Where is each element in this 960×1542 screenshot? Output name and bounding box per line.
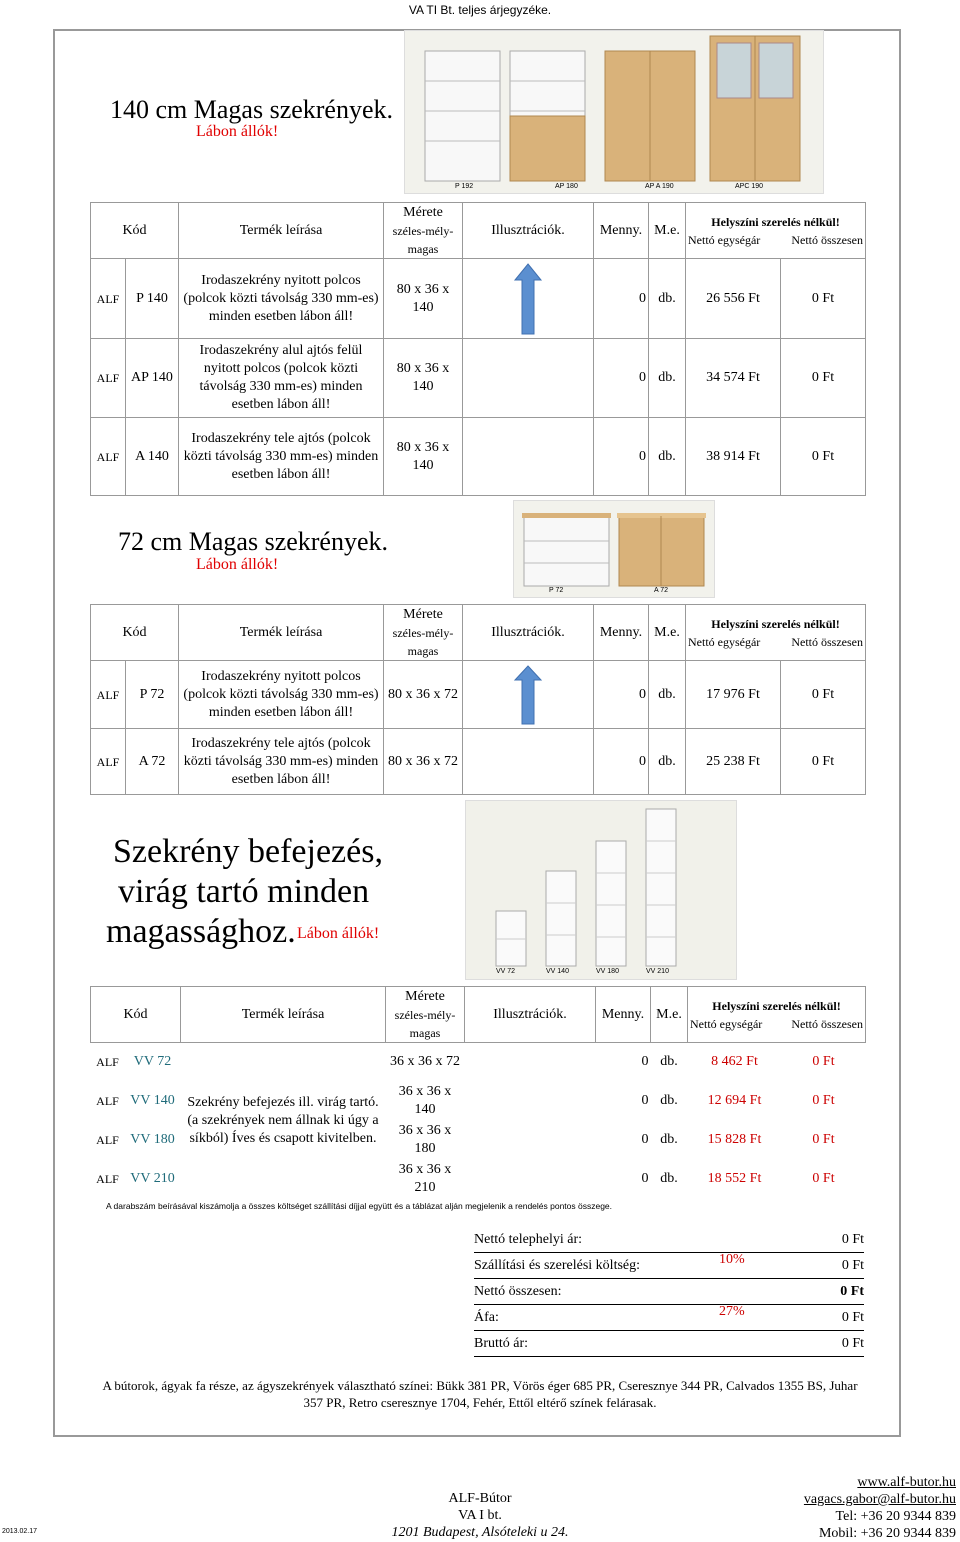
footer-mobile: Mobil: +36 20 9344 839 [818, 1526, 956, 1541]
footer-address: 1201 Budapest, Alsóteleki u 24. [391, 1525, 569, 1540]
netto-osszesen-label: Nettó összesen [791, 232, 863, 247]
helyszini-label: Helyszíni szerelés nélkül! [711, 616, 840, 631]
summary-value: 0 Ft [841, 1258, 864, 1273]
unit-cell: db. [649, 661, 686, 729]
total-cell: 0 Ft [781, 418, 866, 496]
price-cell: 17 976 Ft [686, 661, 781, 729]
brand-cell: ALF [91, 418, 126, 496]
qty-cell[interactable]: 0 [594, 661, 649, 729]
col-kod: Kód [91, 987, 181, 1043]
col-me: M.e. [649, 203, 686, 259]
image-label: VV 140 [546, 968, 569, 975]
code-cell: A 72 [126, 729, 179, 795]
arrow-up-icon [513, 262, 543, 336]
illustration-cell [465, 1160, 596, 1199]
netto-osszesen-label: Nettó összesen [791, 634, 863, 649]
illustration-cell [463, 418, 594, 496]
footer-company-legal: VA I bt. [458, 1508, 502, 1523]
illustration-cell [465, 1082, 596, 1121]
illustration-cell [465, 1121, 596, 1160]
image-label: APC 190 [735, 183, 764, 190]
image-label: VV 180 [596, 968, 619, 975]
summary-block [474, 1228, 864, 1358]
footer-website-link[interactable]: www.alf-butor.hu [857, 1475, 956, 1490]
price-cell: 25 238 Ft [686, 729, 781, 795]
qty-cell[interactable]: 0 [594, 418, 649, 496]
col-kod: Kód [91, 203, 179, 259]
netto-egysegar-label: Nettó egységár [688, 232, 761, 247]
table-row [91, 339, 866, 418]
illustration-cell [463, 729, 594, 795]
table-row [91, 1043, 866, 1082]
section2-subtitle: Lábon állók! [196, 556, 279, 573]
summary-percent: 27% [719, 1304, 745, 1319]
merete-label: Mérete [403, 204, 443, 220]
unit-cell: db. [660, 1132, 678, 1147]
brand-cell: ALF [91, 339, 126, 418]
cabinets-illustration [405, 31, 823, 193]
brand-cell: ALF [91, 729, 126, 795]
brand-cell: ALF [91, 259, 126, 339]
col-me: M.e. [649, 605, 686, 661]
section2-cabinets-image [513, 500, 715, 598]
table-row [91, 418, 866, 496]
total-cell: 0 Ft [812, 1093, 835, 1108]
table-header-row [91, 987, 866, 1043]
col-price-group [686, 203, 866, 259]
size-cell: 36 x 36 x 140 [398, 1084, 452, 1117]
code-cell: VV 72 [133, 1054, 172, 1070]
col-menny: Menny. [594, 605, 649, 661]
section1-title: 140 cm Magas szekrények. [110, 95, 394, 124]
price-cell: 26 556 Ft [686, 259, 781, 339]
summary-value: 0 Ft [840, 1284, 864, 1299]
brand-cell: ALF [91, 661, 126, 729]
price-cell: 15 828 Ft [707, 1132, 762, 1147]
summary-value: 0 Ft [841, 1310, 864, 1325]
code-cell: VV 180 [130, 1132, 175, 1147]
brand-cell: ALF [96, 1172, 119, 1186]
table-row [91, 661, 866, 729]
price-cell: 12 694 Ft [707, 1093, 762, 1108]
summary-label: Nettó összesen: [474, 1284, 562, 1299]
unit-cell: db. [649, 339, 686, 418]
code-cell: P 72 [126, 661, 179, 729]
col-merete [384, 605, 463, 661]
qty-cell[interactable]: 0 [641, 1054, 649, 1070]
desc-cell: Irodaszekrény tele ajtós (polcok közti távolság 330 mm-es) minden esetben lábon áll! [179, 418, 384, 496]
dims-label: széles-mély-magas [392, 223, 454, 256]
col-termek: Termék leírása [179, 203, 384, 259]
col-kod: Kód [91, 605, 179, 661]
total-cell: 0 Ft [781, 259, 866, 339]
col-me: M.e. [651, 987, 688, 1043]
col-menny: Menny. [596, 987, 651, 1043]
summary-percent: 10% [719, 1252, 745, 1267]
section2-title: 72 cm Magas szekrények. [118, 527, 389, 556]
code-cell: AP 140 [126, 339, 179, 418]
col-termek: Termék leírása [179, 605, 384, 661]
illustration-cell [465, 1043, 596, 1082]
col-illusztraciok: Illusztrációk. [465, 987, 596, 1043]
image-label: AP A 190 [645, 183, 674, 190]
footer-company [380, 1490, 580, 1541]
table-row [91, 259, 866, 339]
desc-cell: Irodaszekrény alul ajtós felül nyitott polcos (polcok közti távolság 330 mm-es) minden esetben lábon áll! [179, 339, 384, 418]
section1-subtitle: Lábon állók! [196, 123, 279, 140]
table-row [91, 729, 866, 795]
total-cell: 0 Ft [781, 729, 866, 795]
section3-subtitle: Lábon állók! [297, 925, 380, 942]
size-cell: 80 x 36 x 72 [384, 661, 463, 729]
section3-title-line2: virág tartó minden [118, 873, 370, 910]
unit-cell: db. [649, 259, 686, 339]
page-header-title: VA TI Bt. teljes árjegyzéke. [408, 3, 552, 17]
unit-cell: db. [649, 418, 686, 496]
price-cell: 8 462 Ft [711, 1054, 758, 1070]
arrow-up-icon [513, 664, 543, 726]
brand-cell: ALF [96, 1055, 119, 1070]
total-cell: 0 Ft [812, 1132, 835, 1147]
illustration-cell [463, 661, 594, 729]
footer-company-name: ALF-Bútor [448, 1491, 512, 1506]
price-table-vv [90, 986, 866, 1199]
image-label: A 72 [654, 587, 669, 594]
dims-label: széles-mély-magas [392, 625, 454, 658]
price-cell: 38 914 Ft [686, 418, 781, 496]
dims-label: széles-mély-magas [394, 1007, 456, 1040]
table-header-row [91, 203, 866, 259]
image-label: AP 180 [555, 183, 578, 190]
unit-cell: db. [660, 1093, 678, 1108]
illustration-cell [463, 339, 594, 418]
summary-row [474, 1306, 864, 1331]
col-illusztraciok: Illusztrációk. [463, 203, 594, 259]
footer-phone: Tel: +36 20 9344 839 [835, 1509, 956, 1524]
size-cell: 36 x 36 x 72 [390, 1054, 460, 1070]
colors-note: A bútorok, ágyak fa része, az ágyszekrények választható színei: Bükk 381 PR, Vörös éger 685 PR, Cseresznye 344 PR, Calvados 1355 BS, Juhar 357 PR, Retro cseresznye 1704, Fehér, Ettől eltérő színek felárasak. [102, 1378, 858, 1410]
col-price-group [686, 605, 866, 661]
helyszini-label: Helyszíni szerelés nélkül! [712, 998, 841, 1013]
section3-title-line3: magassághoz. [106, 913, 296, 950]
section3-title-line1: Szekrény befejezés, [113, 833, 383, 870]
summary-row [474, 1254, 864, 1279]
col-termek: Termék leírása [181, 987, 386, 1043]
illustration-cell [463, 259, 594, 339]
size-cell: 80 x 36 x 140 [384, 418, 463, 496]
desc-cell: Szekrény befejezés ill. virág tartó. (a szekrények nem állnak ki úgy a síkból) Íves és csapott kivitelben. [187, 1094, 379, 1146]
footer-date: 2013.02.17 [2, 1528, 38, 1535]
summary-row [474, 1280, 864, 1305]
total-cell: 0 Ft [781, 339, 866, 418]
col-merete [384, 203, 463, 259]
code-cell: VV 210 [130, 1171, 175, 1186]
footer-contact [804, 1474, 956, 1542]
price-table-140 [90, 202, 866, 496]
low-cabinets-illustration [514, 501, 714, 597]
qty-cell[interactable]: 0 [594, 729, 649, 795]
netto-egysegar-label: Nettó egységár [690, 1016, 763, 1031]
netto-egysegar-label: Nettó egységár [688, 634, 761, 649]
section3-image [465, 800, 737, 980]
image-label: P 72 [549, 587, 564, 594]
qty-cell[interactable]: 0 [641, 1093, 649, 1108]
merete-label: Mérete [403, 606, 443, 622]
code-cell: A 140 [126, 418, 179, 496]
section1-cabinets-image [404, 30, 824, 194]
footer-email-link[interactable]: vagacs.gabor@alf-butor.hu [803, 1492, 956, 1507]
brand-cell: ALF [96, 1094, 119, 1108]
desc-cell: Irodaszekrény tele ajtós (polcok közti távolság 330 mm-es) minden esetben lábon áll! [179, 729, 384, 795]
unit-cell: db. [660, 1171, 678, 1186]
summary-label: Szállítási és szerelési költség: [474, 1258, 641, 1273]
helyszini-label: Helyszíni szerelés nélkül! [711, 214, 840, 229]
col-price-group [688, 987, 866, 1043]
size-cell: 36 x 36 x 210 [398, 1162, 452, 1195]
col-merete [386, 987, 465, 1043]
total-cell: 0 Ft [812, 1054, 835, 1070]
col-menny: Menny. [594, 203, 649, 259]
brand-cell: ALF [96, 1133, 119, 1147]
summary-label: Bruttó ár: [474, 1336, 529, 1351]
price-cell: 18 552 Ft [707, 1171, 762, 1186]
code-cell: P 140 [126, 259, 179, 339]
corner-shelves-illustration [466, 801, 736, 971]
size-cell: 80 x 36 x 140 [384, 339, 463, 418]
summary-value: 0 Ft [841, 1232, 864, 1247]
calculation-note: A darabszám beírásával kiszámolja a összes költséget szállítási díjjal együtt és a táblázat alján megjelenik a rendelés pontos összege. [106, 1201, 613, 1211]
size-cell: 36 x 36 x 180 [398, 1123, 452, 1156]
qty-cell[interactable]: 0 [641, 1132, 649, 1147]
price-cell: 34 574 Ft [686, 339, 781, 418]
qty-cell[interactable]: 0 [594, 339, 649, 418]
total-cell: 0 Ft [781, 661, 866, 729]
summary-row [474, 1228, 864, 1253]
summary-row [474, 1332, 864, 1357]
unit-cell: db. [660, 1054, 678, 1070]
col-illusztraciok: Illusztrációk. [463, 605, 594, 661]
table-header-row [91, 605, 866, 661]
size-cell: 80 x 36 x 72 [384, 729, 463, 795]
merete-label: Mérete [405, 988, 445, 1004]
qty-cell[interactable]: 0 [641, 1171, 649, 1186]
desc-cell: Irodaszekrény nyitott polcos (polcok közti távolság 330 mm-es) minden esetben lábon áll! [179, 259, 384, 339]
summary-label: Nettó telephelyi ár: [474, 1232, 583, 1247]
size-cell: 80 x 36 x 140 [384, 259, 463, 339]
qty-cell[interactable]: 0 [594, 259, 649, 339]
desc-cell: Irodaszekrény nyitott polcos (polcok közti távolság 330 mm-es) minden esetben lábon áll! [179, 661, 384, 729]
total-cell: 0 Ft [812, 1171, 835, 1186]
summary-label: Áfa: [474, 1310, 499, 1325]
price-table-72 [90, 604, 866, 795]
image-label: VV 210 [646, 968, 669, 975]
unit-cell: db. [649, 729, 686, 795]
code-cell: VV 140 [130, 1093, 175, 1108]
image-label: VV 72 [496, 968, 516, 975]
summary-value: 0 Ft [841, 1336, 864, 1351]
netto-osszesen-label: Nettó összesen [791, 1016, 863, 1031]
image-label: P 192 [455, 183, 474, 190]
